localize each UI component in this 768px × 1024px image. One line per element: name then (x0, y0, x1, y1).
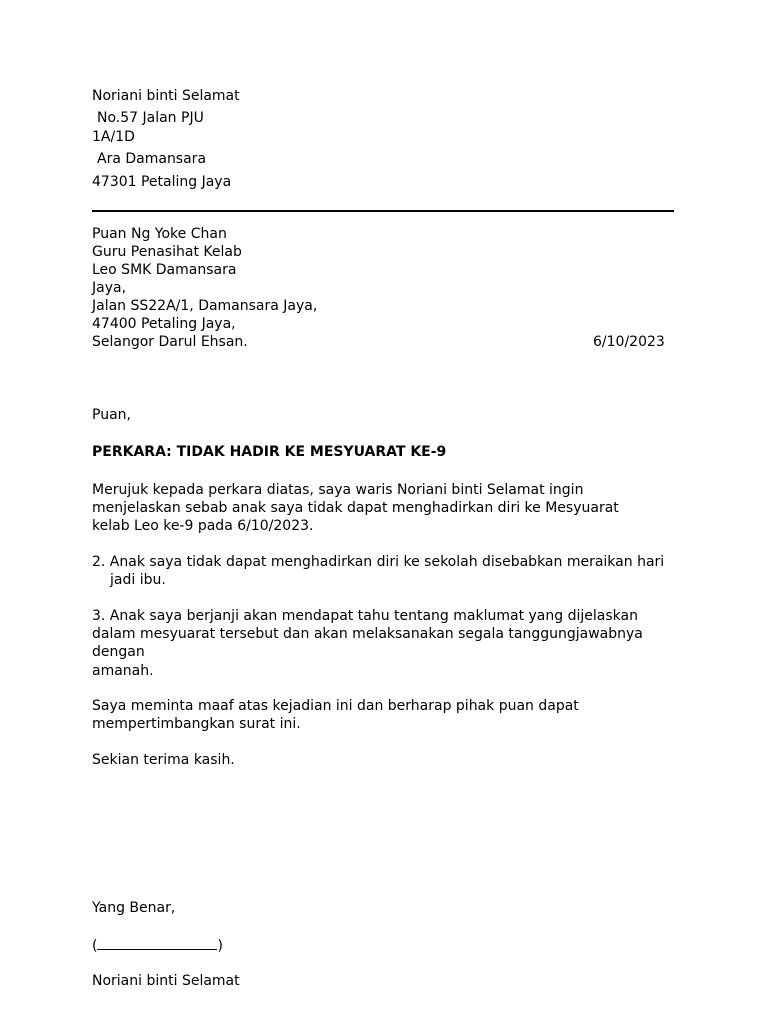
signature-open-paren: ( (92, 938, 98, 954)
sender-address-line: Ara Damansara (97, 151, 207, 167)
sender-address-line: No.57 Jalan PJU (97, 110, 204, 126)
body-line: dalam mesyuarat tersebut dan akan melaksanakan segala tanggungjawabnya (92, 626, 643, 642)
recipient-line: 47400 Petaling Jaya, (92, 316, 236, 332)
sender-address-line: 1A/1D (92, 129, 135, 145)
header-divider (92, 210, 674, 212)
signature-blank (97, 935, 217, 950)
signature-line (92, 935, 223, 955)
recipient-line: Puan Ng Yoke Chan (92, 226, 227, 242)
body-line: Saya meminta maaf atas kejadian ini dan berharap pihak puan dapat (92, 698, 579, 714)
subject-line: PERKARA: TIDAK HADIR KE MESYUARAT KE-9 (92, 444, 447, 460)
body-line: kelab Leo ke-9 pada 6/10/2023. (92, 518, 314, 534)
signatory-name: Noriani binti Selamat (92, 973, 240, 989)
recipient-line: Selangor Darul Ehsan. (92, 334, 248, 350)
body-line: amanah. (92, 663, 154, 679)
body-line: mempertimbangkan surat ini. (92, 716, 301, 732)
body-line: menjelaskan sebab anak saya tidak dapat menghadirkan diri ke Mesyuarat (92, 500, 619, 516)
closing-thanks: Sekian terima kasih. (92, 752, 235, 768)
body-line: 2. Anak saya tidak dapat menghadirkan diri ke sekolah disebabkan meraikan hari (92, 554, 665, 570)
body-line: 3. Anak saya berjanji akan mendapat tahu tentang maklumat yang dijelaskan (92, 608, 638, 624)
body-line: dengan (92, 644, 145, 660)
body-line: jadi ibu. (110, 572, 166, 588)
salutation: Puan, (92, 407, 131, 423)
letter-date: 6/10/2023 (593, 334, 665, 350)
body-line: Merujuk kepada perkara diatas, saya waris Noriani binti Selamat ingin (92, 482, 584, 498)
closing-phrase: Yang Benar, (92, 900, 176, 916)
signature-close-paren: ) (217, 938, 223, 954)
sender-name: Noriani binti Selamat (92, 88, 240, 104)
recipient-line: Jalan SS22A/1, Damansara Jaya, (92, 298, 318, 314)
sender-address-line: 47301 Petaling Jaya (92, 174, 232, 190)
recipient-line: Leo SMK Damansara (92, 262, 237, 278)
recipient-line: Jaya, (92, 280, 127, 296)
recipient-line: Guru Penasihat Kelab (92, 244, 242, 260)
